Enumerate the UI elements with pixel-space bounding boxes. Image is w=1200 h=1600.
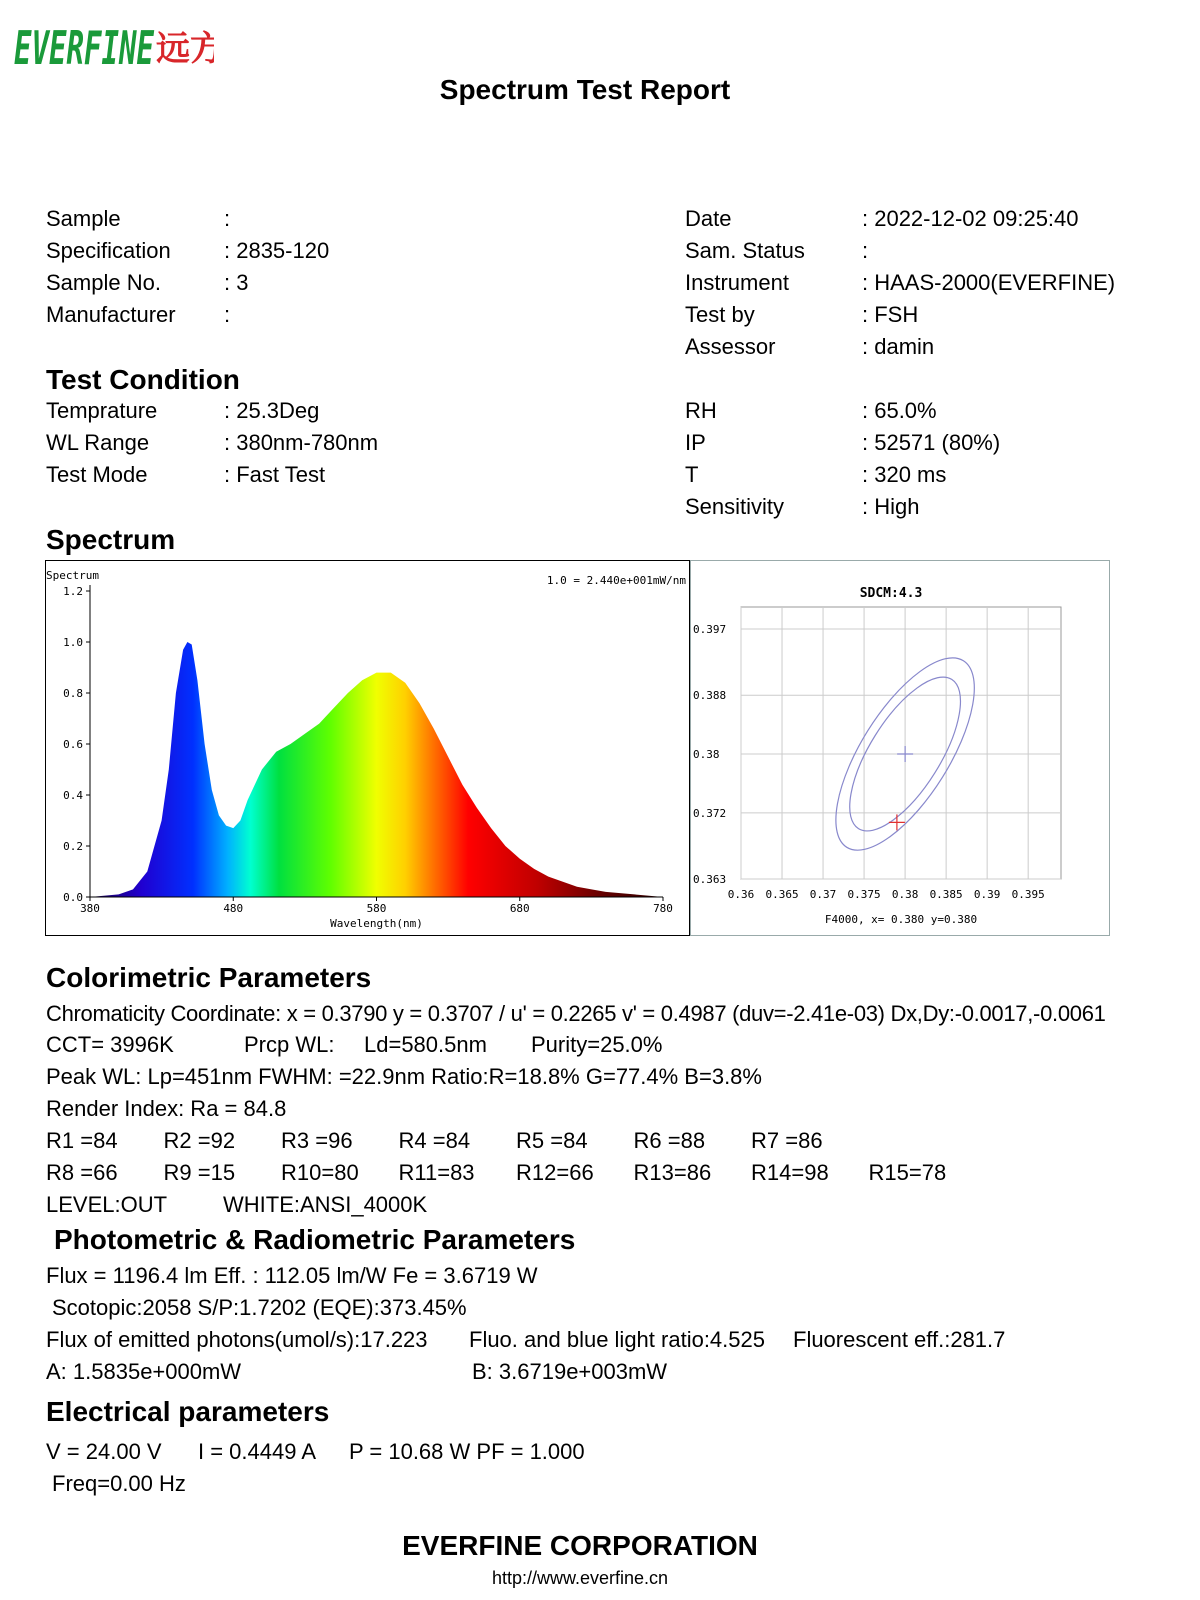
sdcm-chart-svg (691, 561, 1109, 935)
render-index-r: R7 =86 (751, 1128, 823, 1153)
y-tick-label: 0.0 (63, 891, 83, 904)
footer-url: http://www.everfine.cn (491, 1568, 669, 1588)
x-tick-label: 780 (653, 902, 673, 915)
condition-field-value: : 52571 (80%) (862, 430, 1001, 455)
x-tick-label: 680 (509, 902, 530, 915)
y-tick-label: 1.2 (63, 585, 83, 598)
fluo-eff: Fluorescent eff.:281.7 (793, 1327, 1006, 1352)
power-value: P = 10.68 W PF = 1.000 (349, 1439, 585, 1464)
x-tick-label: 580 (366, 902, 387, 915)
sample-field-label: Manufacturer (46, 302, 176, 327)
y-tick-label: 0.2 (63, 840, 83, 853)
current-value: I = 0.4449 A (198, 1439, 317, 1464)
render-index-r: R12=66 (516, 1160, 594, 1185)
condition-field-label: IP (685, 430, 706, 455)
x-tick-label: 0.36 (727, 888, 755, 901)
y-tick-label: 0.6 (63, 738, 83, 751)
render-index-r: R3 =96 (281, 1128, 353, 1153)
scotopic-line: Scotopic:2058 S/P:1.7202 (EQE):373.45% (52, 1295, 467, 1320)
voltage-value: V = 24.00 V (46, 1439, 162, 1464)
condition-field-value: : 380nm-780nm (224, 430, 379, 455)
level-value: LEVEL:OUT (46, 1192, 168, 1217)
x-tick-label: 380 (80, 902, 100, 915)
meta-field-value: : 2022-12-02 09:25:40 (862, 206, 1079, 231)
sdcm-caption: F4000, x= 0.380 y=0.380 (824, 913, 978, 926)
logo-chinese-text: 远方 (156, 29, 214, 69)
condition-field-label: Sensitivity (685, 494, 785, 519)
page-title: Spectrum Test Report (439, 74, 731, 105)
condition-field-label: WL Range (46, 430, 150, 455)
x-tick-label: 0.375 (847, 888, 881, 901)
meta-field-value: : HAAS-2000(EVERFINE) (862, 270, 1116, 295)
render-index-r: R10=80 (281, 1160, 359, 1185)
spectrum-chart-svg (46, 561, 689, 934)
meta-field-label: Instrument (685, 270, 789, 295)
y-tick-label: 0.38 (693, 748, 720, 762)
render-index-r: R6 =88 (633, 1128, 706, 1153)
y-tick-label: 0.8 (63, 687, 83, 700)
logo-brand-text: EVERFINE (14, 21, 155, 75)
meta-field-label: Sam. Status (685, 238, 805, 263)
condition-field-label: RH (685, 398, 717, 423)
render-index-r: R5 =84 (516, 1128, 588, 1153)
electrical-heading: Electrical parameters (46, 1396, 330, 1427)
chart-title: Spectrum (46, 569, 99, 582)
x-tick-label: 0.39 (973, 888, 1001, 901)
test-condition-heading: Test Condition (46, 364, 240, 395)
sdcm-title: SDCM:4.3 (859, 586, 923, 601)
condition-field-value: : 25.3Deg (224, 398, 320, 423)
y-tick-label: 0.397 (693, 623, 727, 637)
render-index-r: R4 =84 (398, 1128, 471, 1153)
sample-field-value: : 3 (224, 270, 249, 295)
sample-field-value: : (224, 302, 231, 327)
prcp-label: Prcp WL: (244, 1032, 335, 1057)
a-value: A: 1.5835e+000mW (46, 1359, 242, 1384)
peak-line: Peak WL: Lp=451nm FWHM: =22.9nm Ratio:R=18.8% G=77.4% B=3.8% (46, 1064, 762, 1089)
sample-field-label: Specification (46, 238, 171, 263)
photon-flux: Flux of emitted photons(umol/s):17.223 (46, 1327, 428, 1352)
spectrum-chart (45, 560, 690, 936)
meta-field-value: : (862, 238, 869, 263)
meta-field-label: Test by (685, 302, 755, 327)
colorimetric-heading: Colorimetric Parameters (46, 962, 372, 993)
condition-field-value: : Fast Test (224, 462, 326, 487)
x-axis-label: Wavelength(nm) (330, 917, 423, 930)
y-tick-label: 1.0 (63, 636, 83, 649)
spectrum-area (90, 642, 663, 897)
meta-field-label: Date (685, 206, 732, 231)
frequency-value: Freq=0.00 Hz (52, 1471, 186, 1496)
render-index-r: R11=83 (398, 1160, 475, 1185)
ld-value: Ld=580.5nm (364, 1032, 487, 1057)
fluo-ratio: Fluo. and blue light ratio:4.525 (469, 1327, 765, 1352)
render-index-r: R8 =66 (46, 1160, 118, 1185)
sample-field-label: Sample (46, 206, 121, 231)
b-value: B: 3.6719e+003mW (472, 1359, 668, 1384)
x-tick-label: 480 (223, 902, 244, 915)
meta-field-value: : damin (862, 334, 935, 359)
condition-field-value: : High (862, 494, 920, 519)
photometric-heading: Photometric & Radiometric Parameters (54, 1224, 576, 1255)
render-index-r: R1 =84 (46, 1128, 118, 1153)
y-tick-label: 0.363 (693, 873, 727, 886)
condition-field-label: Test Mode (46, 462, 148, 487)
condition-field-value: : 320 ms (862, 462, 947, 487)
y-tick-label: 0.388 (693, 689, 727, 703)
cct-value: CCT= 3996K (46, 1032, 174, 1057)
footer-company: EVERFINE CORPORATION (402, 1530, 758, 1561)
x-tick-label: 0.365 (765, 888, 799, 901)
sample-field-value: : 2835-120 (224, 238, 330, 263)
purity-value: Purity=25.0% (531, 1032, 663, 1057)
render-index: Render Index: Ra = 84.8 (46, 1096, 287, 1121)
chromaticity-line: Chromaticity Coordinate: x = 0.3790 y = 0.3707 / u' = 0.2265 v' = 0.4987 (duv=-2.41e-03) Dx,Dy:-0.0017,-0.0061 (46, 1001, 1106, 1026)
meta-field-label: Assessor (685, 334, 776, 359)
condition-field-label: T (685, 462, 699, 487)
flux-line: Flux = 1196.4 lm Eff. : 112.05 lm/W Fe = 3.6719 W (46, 1263, 538, 1288)
sample-field-label: Sample No. (46, 270, 161, 295)
y-tick-label: 0.372 (693, 806, 727, 820)
white-value: WHITE:ANSI_4000K (223, 1192, 428, 1217)
y-tick-label: 0.4 (63, 789, 83, 802)
sdcm-chart (690, 560, 1110, 936)
render-index-r: R9 =15 (163, 1160, 236, 1185)
render-index-r: R15=78 (868, 1160, 947, 1185)
render-index-r: R14=98 (751, 1160, 829, 1185)
render-index-r: R13=86 (633, 1160, 712, 1185)
x-tick-label: 0.38 (891, 888, 919, 901)
sample-field-value: : (224, 206, 231, 231)
spectrum-heading: Spectrum (46, 524, 176, 555)
x-tick-label: 0.385 (929, 888, 963, 901)
meta-field-value: : FSH (862, 302, 919, 327)
render-index-r: R2 =92 (163, 1128, 236, 1153)
plot-frame (741, 607, 1061, 879)
x-tick-label: 0.395 (1011, 888, 1045, 901)
condition-field-label: Temprature (46, 398, 158, 423)
chart-annotation: 1.0 = 2.440e+001mW/nm (546, 574, 686, 587)
x-tick-label: 0.37 (809, 888, 837, 901)
condition-field-value: : 65.0% (862, 398, 937, 423)
